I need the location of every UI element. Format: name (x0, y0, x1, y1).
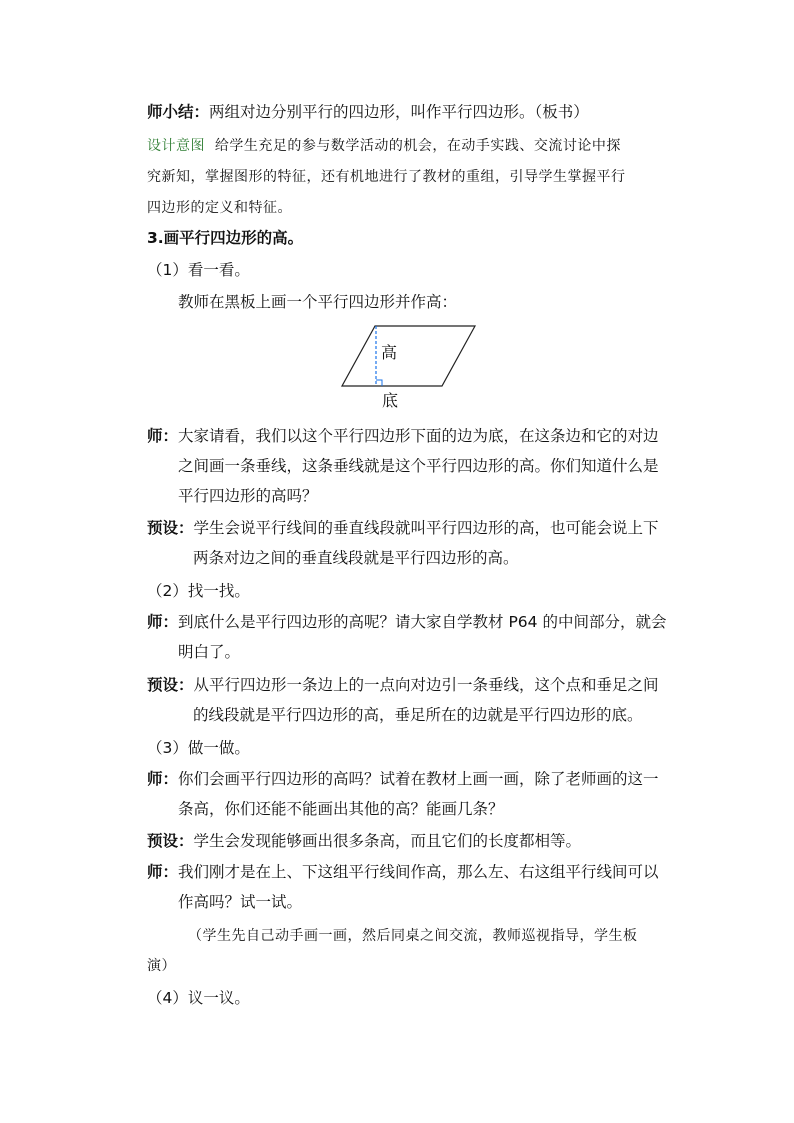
teacher-line-3a (147, 769, 659, 789)
step-3-title: （3）做一做。 (147, 739, 250, 757)
preset-line-1a (147, 518, 659, 538)
teacher-line-1b: 之间画一条垂线，这条垂线就是这个平行四边形的高。你们知道什么是 (178, 457, 659, 475)
right-angle-mark (376, 380, 382, 386)
step-1-title: （1）看一看。 (147, 261, 250, 279)
teacher-label: 师： (147, 770, 179, 788)
note-line-1: （学生先自己动手画一画，然后同桌之间交流，教师巡视指导，学生板 (188, 928, 638, 944)
teacher-label: 师： (147, 863, 179, 881)
design-intent-label: 设计意图 (147, 138, 205, 154)
teacher-line-1a (147, 426, 659, 446)
preset-label: 预设： (147, 519, 194, 537)
parallelogram-shape (342, 326, 475, 386)
parallelogram-diagram (335, 320, 485, 415)
design-intent-line-2: 究新知，掌握图形的特征，还有机地进行了教材的重组，引导学生掌握平行 (147, 169, 626, 185)
preset-line-2b: 的线段就是平行四边形的高，垂足所在的边就是平行四边形的底。 (193, 706, 643, 724)
teacher-label: 师： (147, 427, 179, 445)
design-intent-line-3: 四边形的定义和特征。 (147, 200, 292, 216)
summary-label: 师小结： (147, 103, 210, 121)
summary-line (147, 102, 589, 122)
preset-line-1b: 两条对边之间的垂直线段就是平行四边形的高。 (193, 549, 519, 567)
step-4-title: （4）议一议。 (147, 989, 250, 1007)
design-intent-text-1: 给学生充足的参与数学活动的机会，在动手实践、交流讨论中探 (214, 138, 621, 154)
step-2-title: （2）找一找。 (147, 582, 250, 600)
teacher-line-4b: 作高吗？试一试。 (178, 893, 303, 911)
summary-text: 两组对边分别平行的四边形，叫作平行四边形。（板书） (209, 103, 589, 121)
teacher-line-4a (147, 862, 659, 882)
step-1-intro: 教师在黑板上画一个平行四边形并作高： (178, 293, 458, 311)
design-intent-line-1 (147, 136, 621, 156)
preset-text: 学生会说平行线间的垂直线段就叫平行四边形的高，也可能会说上下 (193, 519, 659, 537)
preset-text: 学生会发现能够画出很多条高，而且它们的长度都相等。 (193, 832, 582, 850)
preset-label: 预设： (147, 832, 194, 850)
note-line-2: 演） (147, 958, 176, 974)
preset-line-3a (147, 831, 581, 851)
teacher-text: 到底什么是平行四边形的高呢？请大家自学教材 P64 的中间部分，就会 (178, 613, 667, 631)
teacher-text: 我们刚才是在上、下这组平行线间作高，那么左、右这组平行线间可以 (178, 863, 659, 881)
teacher-label: 师： (147, 613, 179, 631)
height-label: 高 (381, 343, 398, 362)
teacher-line-2b: 明白了。 (178, 643, 241, 661)
preset-text: 从平行四边形一条边上的一点向对边引一条垂线，这个点和垂足之间 (193, 676, 659, 694)
teacher-text: 大家请看，我们以这个平行四边形下面的边为底，在这条边和它的对边 (178, 427, 659, 445)
preset-line-2a (147, 675, 659, 695)
teacher-text: 你们会画平行四边形的高吗？试着在教材上画一画，除了老师画的这一 (178, 770, 659, 788)
teacher-line-1c: 平行四边形的高吗？ (178, 487, 318, 505)
teacher-line-2a (147, 612, 666, 632)
section-3-heading: 3.画平行四边形的高。 (147, 229, 304, 247)
base-label: 底 (382, 391, 399, 410)
teacher-line-3b: 条高，你们还能不能画出其他的高？能画几条？ (178, 800, 504, 818)
preset-label: 预设： (147, 676, 194, 694)
